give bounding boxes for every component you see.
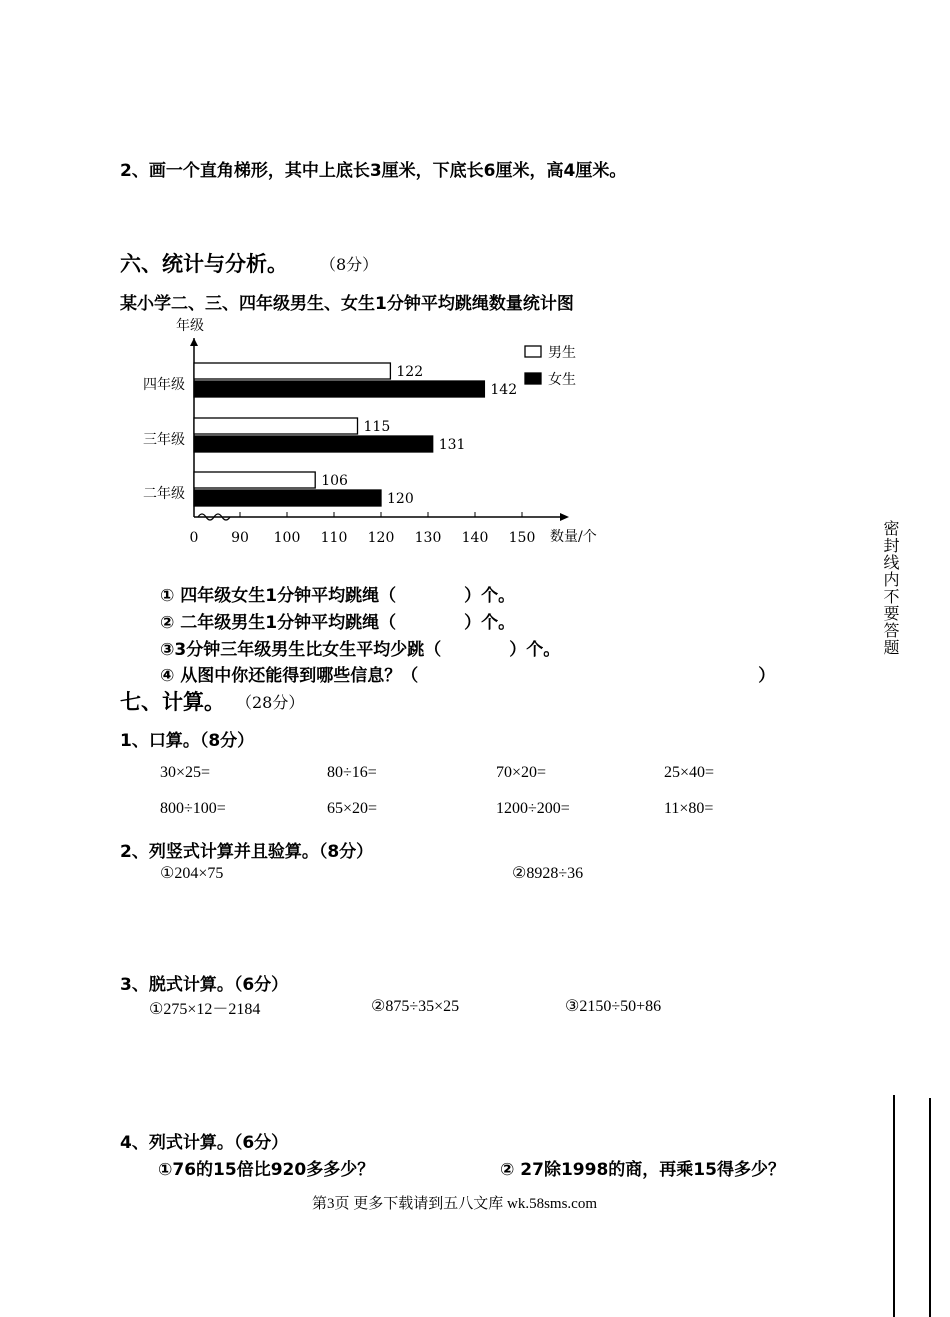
bar-boys <box>194 418 358 434</box>
category-label: 三年级 <box>143 432 185 448</box>
seal-line-left <box>893 1095 895 1317</box>
bar-girls <box>194 490 381 506</box>
stat-question-4: ④ 从图中你还能得到哪些信息？（ ） <box>160 666 776 686</box>
legend-swatch <box>525 373 541 384</box>
data-label: 120 <box>387 491 414 507</box>
oral-item: 11×80= <box>664 800 714 817</box>
question-trapezoid: 2、画一个直角梯形，其中上底长3厘米，下底长6厘米，高4厘米。 <box>120 161 627 181</box>
y-axis-arrow <box>190 338 198 346</box>
x-tick-label: 150 <box>508 530 536 546</box>
section-seven-heading: 七、计算。 <box>120 690 225 714</box>
oral-item: 70×20= <box>496 764 547 781</box>
stepwise-item-3: ③2150÷50+86 <box>565 998 662 1015</box>
section-six-points: （8分） <box>320 255 379 274</box>
stepwise-calc-title: 3、脱式计算。（6分） <box>120 975 289 995</box>
legend-label: 男生 <box>548 345 576 361</box>
x-tick-label: 110 <box>320 530 348 546</box>
data-label: 115 <box>363 419 391 435</box>
oral-item: 30×25= <box>160 764 211 781</box>
data-label: 142 <box>490 382 518 398</box>
bar-chart <box>110 310 630 555</box>
bar-girls <box>194 381 484 397</box>
oral-item: 800÷100= <box>160 800 226 817</box>
oral-calc-title: 1、口算。（8分） <box>120 731 255 751</box>
bar-girls <box>194 436 433 452</box>
y-axis-label: 年级 <box>176 318 204 334</box>
section-six-heading: 六、统计与分析。 <box>120 252 288 276</box>
expression-item-2: ② 27除1998的商，再乘15得多少？ <box>500 1160 785 1180</box>
page-footer: 第3页 更多下载请到五八文库 wk.58sms.com <box>312 1196 598 1212</box>
bar-boys <box>194 472 315 488</box>
vertical-calc-item-2: ②8928÷36 <box>512 865 584 882</box>
stepwise-item-2: ②875÷35×25 <box>371 998 460 1015</box>
category-label: 四年级 <box>143 377 185 393</box>
oral-item: 25×40= <box>664 764 715 781</box>
bar-boys <box>194 363 390 379</box>
x-tick-label: 120 <box>367 530 395 546</box>
vertical-calc-item-1: ①204×75 <box>160 865 224 882</box>
x-tick-label: 90 <box>231 530 249 546</box>
legend-swatch <box>525 346 541 357</box>
legend-label: 女生 <box>548 372 576 388</box>
category-label: 二年级 <box>143 486 185 502</box>
stepwise-item-1: ①275×12－2184 <box>149 1001 261 1018</box>
seal-line-right <box>929 1098 931 1317</box>
x-tick-label: 0 <box>189 530 199 546</box>
expression-item-1: ①76的15倍比920多多少？ <box>158 1160 375 1180</box>
stat-question-1: ① 四年级女生1分钟平均跳绳（ ）个。 <box>160 586 516 606</box>
x-tick-label: 140 <box>461 530 489 546</box>
oral-item: 80÷16= <box>327 764 377 781</box>
chart-title: 某小学二、三、四年级男生、女生1分钟平均跳绳数量统计图 <box>120 294 574 314</box>
oral-item: 65×20= <box>327 800 378 817</box>
x-axis-arrow <box>560 513 569 521</box>
x-tick-label: 100 <box>273 530 301 546</box>
data-label: 131 <box>438 437 466 453</box>
oral-item: 1200÷200= <box>496 800 570 817</box>
stat-question-3: ③3分钟三年级男生比女生平均少跳（ ）个。 <box>160 640 561 660</box>
section-seven-points: （28分） <box>236 693 305 712</box>
stat-question-2: ② 二年级男生1分钟平均跳绳（ ）个。 <box>160 613 516 633</box>
data-label: 106 <box>321 473 348 489</box>
x-axis-label: 数量/个 <box>550 529 597 545</box>
x-tick-label: 130 <box>414 530 442 546</box>
data-label: 122 <box>396 364 424 380</box>
expression-calc-title: 4、列式计算。（6分） <box>120 1133 289 1153</box>
vertical-calc-title: 2、列竖式计算并且验算。（8分） <box>120 842 374 862</box>
seal-line-note: 密封线内不要答题 <box>881 520 900 656</box>
